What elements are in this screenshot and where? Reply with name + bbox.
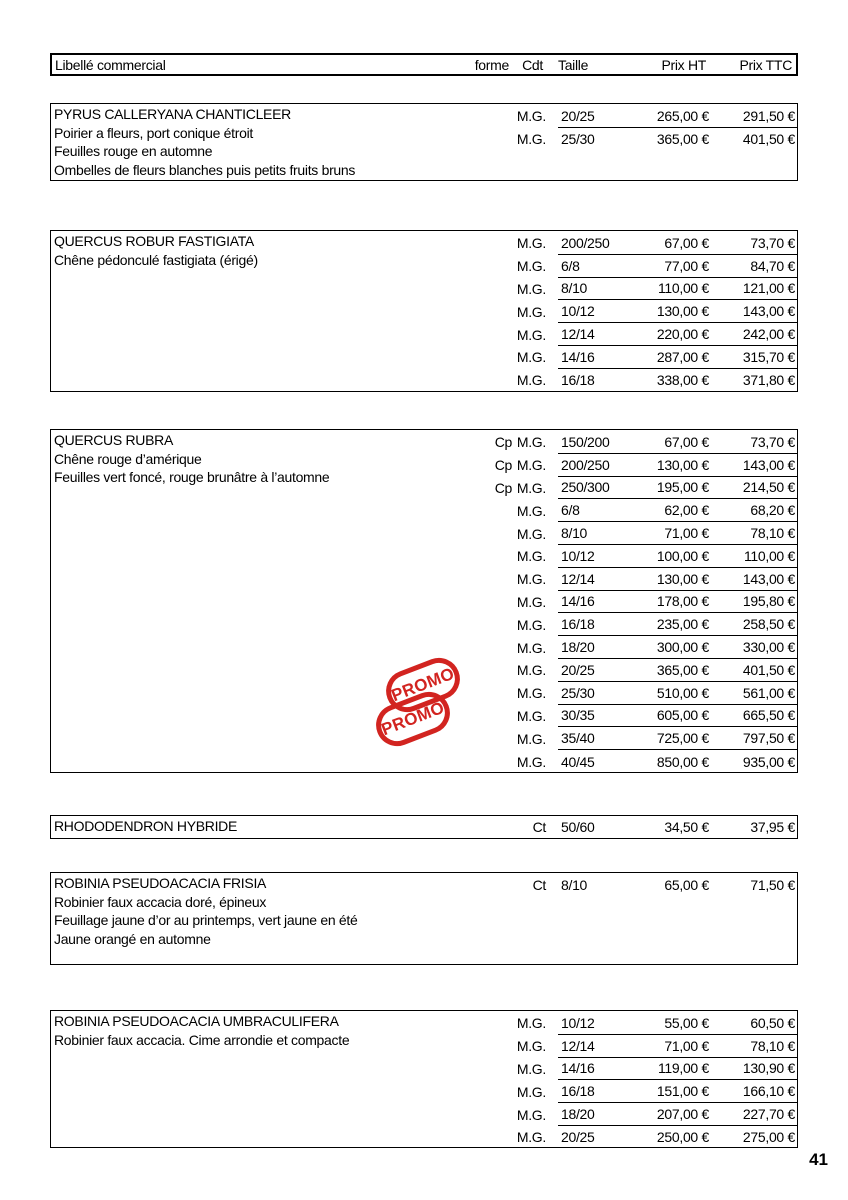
price-rows bbox=[470, 105, 797, 151]
promo-stamp-label: PROMO bbox=[388, 663, 457, 706]
price-row bbox=[470, 705, 797, 728]
price-rows bbox=[470, 232, 797, 392]
cell-prix-ttc: 78,10 € bbox=[750, 1037, 795, 1054]
cell-price-group bbox=[558, 682, 797, 705]
cell-taille: 10/12 bbox=[561, 1014, 595, 1031]
cell-cdt: M.G. bbox=[516, 457, 546, 474]
cell-prix-ht: 130,00 € bbox=[656, 456, 709, 473]
cell-prix-ttc: 84,70 € bbox=[750, 257, 795, 274]
cell-prix-ht: 130,00 € bbox=[656, 570, 709, 587]
cell-price-group bbox=[558, 545, 797, 568]
plant-description-line: Feuillage jaune d’or au printemps, vert jaune en été bbox=[54, 912, 358, 929]
price-row bbox=[470, 568, 797, 591]
plant-info bbox=[51, 104, 471, 180]
cell-price-group bbox=[558, 278, 797, 301]
cell-price-group bbox=[558, 1012, 797, 1035]
cell-taille: 8/10 bbox=[561, 280, 588, 297]
cell-prix-ht: 605,00 € bbox=[656, 707, 709, 724]
price-row bbox=[470, 300, 797, 323]
cell-cdt: M.G. bbox=[516, 235, 546, 252]
cell-cdt: M.G. bbox=[516, 662, 546, 679]
cell-taille: 50/60 bbox=[561, 818, 595, 835]
price-row bbox=[470, 255, 797, 278]
price-row bbox=[470, 545, 797, 568]
cell-prix-ttc: 315,70 € bbox=[742, 348, 795, 365]
cell-prix-ht: 34,50 € bbox=[664, 818, 709, 835]
cell-cdt: M.G. bbox=[516, 593, 546, 610]
cell-taille: 150/200 bbox=[561, 433, 610, 450]
cell-prix-ht: 71,00 € bbox=[664, 525, 709, 542]
cell-taille: 40/45 bbox=[561, 753, 595, 770]
plant-description-line: Robinier faux accacia. Cime arrondie et compacte bbox=[54, 1031, 350, 1048]
cell-prix-ht: 130,00 € bbox=[656, 303, 709, 320]
price-row bbox=[470, 1012, 797, 1035]
cell-cdt: M.G. bbox=[516, 685, 546, 702]
cell-prix-ttc: 68,20 € bbox=[750, 502, 795, 519]
cell-price-group bbox=[558, 705, 797, 728]
cell-prix-ttc: 130,90 € bbox=[742, 1060, 795, 1077]
cell-price-group bbox=[558, 1080, 797, 1103]
price-row bbox=[470, 591, 797, 614]
price-row bbox=[470, 105, 797, 128]
cell-prix-ht: 265,00 € bbox=[656, 107, 709, 124]
plant-description bbox=[54, 124, 471, 180]
plant-description-line: Chêne pédonculé fastigiata (érigé) bbox=[54, 251, 258, 268]
cell-price-group bbox=[558, 1035, 797, 1058]
page-number: 41 bbox=[809, 1150, 828, 1169]
cell-prix-ht: 55,00 € bbox=[664, 1014, 709, 1031]
cell-prix-ttc: 258,50 € bbox=[742, 616, 795, 633]
sections-container bbox=[50, 103, 798, 1148]
cell-prix-ttc: 401,50 € bbox=[742, 661, 795, 678]
cell-price-group bbox=[558, 454, 797, 477]
cell-price-group bbox=[558, 477, 797, 500]
cell-price-group bbox=[558, 613, 797, 636]
cell-taille: 10/12 bbox=[561, 303, 595, 320]
cell-price-group bbox=[558, 431, 797, 454]
cell-price-group bbox=[558, 232, 797, 255]
cell-cdt: M.G. bbox=[516, 525, 546, 542]
cell-taille: 14/16 bbox=[561, 1060, 595, 1077]
plant-info bbox=[51, 430, 471, 487]
cell-cdt: M.G. bbox=[516, 1083, 546, 1100]
cell-price-group bbox=[558, 1058, 797, 1081]
cell-taille: 16/18 bbox=[561, 1083, 595, 1100]
cell-taille: 20/25 bbox=[561, 1129, 595, 1146]
price-rows bbox=[470, 1012, 797, 1149]
cell-prix-ht: 110,00 € bbox=[657, 280, 709, 297]
cell-taille: 16/18 bbox=[561, 372, 595, 389]
cell-prix-ttc: 143,00 € bbox=[742, 570, 795, 587]
cell-prix-ttc: 73,70 € bbox=[750, 433, 795, 450]
cell-prix-ht: 300,00 € bbox=[656, 639, 709, 656]
cell-taille: 35/40 bbox=[561, 730, 595, 747]
price-row bbox=[470, 1126, 797, 1149]
price-row bbox=[470, 431, 797, 454]
column-header-prix-ttc: Prix TTC bbox=[739, 56, 792, 73]
cell-cdt: M.G. bbox=[516, 131, 546, 148]
cell-price-group bbox=[558, 659, 797, 682]
cell-prix-ttc: 37,95 € bbox=[750, 818, 795, 835]
cell-taille: 14/16 bbox=[561, 593, 595, 610]
price-row bbox=[470, 128, 797, 151]
price-row bbox=[470, 816, 797, 837]
price-row bbox=[470, 477, 797, 500]
cell-prix-ttc: 110,00 € bbox=[743, 547, 795, 564]
cell-forme: Cp bbox=[494, 457, 512, 474]
plant-title: ROBINIA PSEUDOACACIA FRISIA bbox=[54, 875, 267, 891]
cell-price-group bbox=[558, 128, 797, 151]
cell-prix-ttc: 291,50 € bbox=[742, 107, 795, 124]
plant-description bbox=[54, 251, 471, 270]
price-row bbox=[470, 659, 797, 682]
column-header-cdt: Cdt bbox=[522, 56, 543, 73]
cell-prix-ht: 62,00 € bbox=[664, 502, 709, 519]
price-row bbox=[470, 1103, 797, 1126]
cell-cdt: M.G. bbox=[516, 349, 546, 366]
price-row bbox=[470, 874, 797, 897]
cell-prix-ttc: 242,00 € bbox=[742, 326, 795, 343]
plant-description bbox=[54, 893, 471, 949]
cell-cdt: M.G. bbox=[516, 616, 546, 633]
cell-taille: 200/250 bbox=[561, 456, 610, 473]
cell-price-group bbox=[558, 1103, 797, 1126]
cell-prix-ttc: 935,00 € bbox=[742, 753, 795, 770]
cell-prix-ttc: 195,80 € bbox=[742, 593, 795, 610]
cell-prix-ht: 178,00 € bbox=[656, 593, 709, 610]
cell-prix-ht: 365,00 € bbox=[656, 131, 709, 148]
price-row bbox=[470, 369, 797, 392]
plant-title: QUERCUS RUBRA bbox=[54, 432, 174, 448]
price-row bbox=[470, 499, 797, 522]
cell-price-group bbox=[558, 255, 797, 278]
plant-title: PYRUS CALLERYANA CHANTICLEER bbox=[54, 106, 291, 122]
cell-prix-ttc: 121,00 € bbox=[742, 280, 795, 297]
plant-info bbox=[51, 816, 471, 836]
cell-taille: 12/14 bbox=[561, 1037, 595, 1054]
cell-cdt: Ct bbox=[532, 818, 546, 835]
cell-cdt: M.G. bbox=[516, 502, 546, 519]
plant-info bbox=[51, 1011, 471, 1049]
cell-cdt: M.G. bbox=[516, 1060, 546, 1077]
cell-prix-ttc: 401,50 € bbox=[742, 131, 795, 148]
cell-prix-ttc: 371,80 € bbox=[742, 372, 795, 389]
cell-cdt: M.G. bbox=[516, 1015, 546, 1032]
price-rows bbox=[470, 874, 797, 897]
cell-cdt: M.G. bbox=[516, 372, 546, 389]
price-row bbox=[470, 636, 797, 659]
cell-taille: 6/8 bbox=[561, 502, 580, 519]
cell-price-group bbox=[558, 499, 797, 522]
price-row bbox=[470, 522, 797, 545]
cell-prix-ht: 71,00 € bbox=[664, 1037, 709, 1054]
cell-prix-ht: 67,00 € bbox=[664, 433, 709, 450]
plant-description-line: Feuilles vert foncé, rouge brunâtre à l’automne bbox=[54, 469, 330, 486]
cell-prix-ht: 287,00 € bbox=[656, 348, 709, 365]
column-header-taille: Taille bbox=[558, 56, 589, 73]
cell-prix-ttc: 561,00 € bbox=[742, 684, 795, 701]
cell-forme: Cp bbox=[494, 434, 512, 451]
price-row bbox=[470, 278, 797, 301]
cell-price-group bbox=[558, 874, 797, 897]
plant-title: RHODODENDRON HYBRIDE bbox=[54, 818, 238, 834]
cell-prix-ht: 338,00 € bbox=[656, 372, 709, 389]
plant-section bbox=[50, 429, 798, 773]
cell-cdt: M.G. bbox=[516, 479, 546, 496]
plant-description-line: Chêne rouge d’amérique bbox=[54, 450, 202, 467]
cell-cdt: M.G. bbox=[516, 639, 546, 656]
cell-prix-ttc: 60,50 € bbox=[750, 1014, 795, 1031]
cell-price-group bbox=[558, 750, 797, 773]
cell-prix-ht: 65,00 € bbox=[664, 877, 709, 894]
cell-prix-ht: 119,00 € bbox=[657, 1060, 709, 1077]
price-row bbox=[470, 1035, 797, 1058]
cell-taille: 20/25 bbox=[561, 661, 595, 678]
price-row bbox=[470, 1058, 797, 1081]
cell-prix-ht: 207,00 € bbox=[656, 1106, 709, 1123]
cell-taille: 250/300 bbox=[561, 479, 610, 496]
cell-cdt: M.G. bbox=[516, 326, 546, 343]
cell-prix-ht: 725,00 € bbox=[656, 730, 709, 747]
price-row bbox=[470, 750, 797, 773]
cell-prix-ht: 220,00 € bbox=[656, 326, 709, 343]
cell-prix-ht: 250,00 € bbox=[656, 1129, 709, 1146]
column-header-prix-ht: Prix HT bbox=[661, 56, 706, 73]
cell-prix-ttc: 275,00 € bbox=[742, 1129, 795, 1146]
cell-price-group bbox=[558, 591, 797, 614]
cell-cdt: M.G. bbox=[516, 108, 546, 125]
cell-prix-ht: 100,00 € bbox=[656, 547, 709, 564]
cell-cdt: M.G. bbox=[516, 1038, 546, 1055]
cell-prix-ht: 77,00 € bbox=[664, 257, 709, 274]
plant-description-line: Ombelles de fleurs blanches puis petits fruits bruns bbox=[54, 162, 356, 179]
cell-price-group bbox=[558, 369, 797, 392]
cell-taille: 30/35 bbox=[561, 707, 595, 724]
price-row bbox=[470, 454, 797, 477]
cell-taille: 8/10 bbox=[561, 877, 588, 894]
cell-cdt: M.G. bbox=[516, 280, 546, 297]
cell-prix-ttc: 78,10 € bbox=[750, 525, 795, 542]
cell-price-group bbox=[558, 568, 797, 591]
promo-stamp-label: PROMO bbox=[378, 697, 447, 740]
cell-prix-ttc: 166,10 € bbox=[742, 1083, 795, 1100]
price-rows bbox=[470, 431, 797, 773]
cell-prix-ht: 850,00 € bbox=[656, 753, 709, 770]
cell-prix-ttc: 330,00 € bbox=[742, 639, 795, 656]
cell-prix-ht: 365,00 € bbox=[656, 661, 709, 678]
cell-prix-ht: 195,00 € bbox=[656, 479, 709, 496]
cell-prix-ttc: 143,00 € bbox=[742, 303, 795, 320]
table-header bbox=[50, 53, 798, 76]
cell-cdt: M.G. bbox=[516, 753, 546, 770]
plant-description-line: Poirier a fleurs, port conique étroit bbox=[54, 124, 254, 141]
cell-price-group bbox=[558, 636, 797, 659]
cell-prix-ttc: 227,70 € bbox=[742, 1106, 795, 1123]
price-row bbox=[470, 682, 797, 705]
cell-taille: 14/16 bbox=[561, 348, 595, 365]
price-row bbox=[470, 232, 797, 255]
cell-taille: 18/20 bbox=[561, 639, 595, 656]
cell-taille: 16/18 bbox=[561, 616, 595, 633]
plant-section bbox=[50, 230, 798, 392]
plant-info bbox=[51, 231, 471, 269]
cell-prix-ht: 67,00 € bbox=[664, 234, 709, 251]
cell-prix-ttc: 214,50 € bbox=[742, 479, 795, 496]
cell-prix-ht: 151,00 € bbox=[656, 1083, 709, 1100]
plant-description-line: Feuilles rouge en automne bbox=[54, 143, 213, 160]
cell-prix-ttc: 71,50 € bbox=[750, 877, 795, 894]
price-row bbox=[470, 1080, 797, 1103]
cell-taille: 25/30 bbox=[561, 684, 595, 701]
plant-title: ROBINIA PSEUDOACACIA UMBRACULIFERA bbox=[54, 1013, 339, 1029]
cell-price-group bbox=[558, 816, 797, 837]
price-rows bbox=[470, 816, 797, 837]
plant-info bbox=[51, 873, 471, 949]
cell-forme: Cp bbox=[494, 479, 512, 496]
cell-prix-ttc: 797,50 € bbox=[742, 730, 795, 747]
cell-prix-ht: 510,00 € bbox=[656, 684, 709, 701]
cell-price-group bbox=[558, 1126, 797, 1149]
cell-taille: 18/20 bbox=[561, 1106, 595, 1123]
cell-cdt: M.G. bbox=[516, 303, 546, 320]
cell-cdt: M.G. bbox=[516, 434, 546, 451]
cell-taille: 6/8 bbox=[561, 257, 580, 274]
cell-prix-ttc: 665,50 € bbox=[742, 707, 795, 724]
cell-taille: 12/14 bbox=[561, 570, 595, 587]
cell-price-group bbox=[558, 105, 797, 128]
cell-price-group bbox=[558, 300, 797, 323]
cell-taille: 25/30 bbox=[561, 131, 595, 148]
cell-prix-ttc: 143,00 € bbox=[742, 456, 795, 473]
cell-cdt: Ct bbox=[532, 877, 546, 894]
cell-cdt: M.G. bbox=[516, 571, 546, 588]
plant-section bbox=[50, 1010, 798, 1148]
cell-taille: 8/10 bbox=[561, 525, 588, 542]
plant-section bbox=[50, 103, 798, 181]
cell-taille: 20/25 bbox=[561, 107, 595, 124]
cell-price-group bbox=[558, 346, 797, 369]
price-row bbox=[470, 323, 797, 346]
cell-price-group bbox=[558, 727, 797, 750]
cell-price-group bbox=[558, 522, 797, 545]
cell-cdt: M.G. bbox=[516, 258, 546, 275]
cell-taille: 200/250 bbox=[561, 234, 610, 251]
plant-section bbox=[50, 872, 798, 965]
cell-cdt: M.G. bbox=[516, 548, 546, 565]
price-row bbox=[470, 346, 797, 369]
plant-description-line: Robinier faux accacia doré, épineux bbox=[54, 893, 267, 910]
cell-prix-ht: 235,00 € bbox=[656, 616, 709, 633]
price-row bbox=[470, 613, 797, 636]
cell-prix-ttc: 73,70 € bbox=[750, 234, 795, 251]
plant-description bbox=[54, 1031, 471, 1050]
plant-description-line: Jaune orangé en automne bbox=[54, 931, 211, 948]
cell-cdt: M.G. bbox=[516, 1106, 546, 1123]
cell-cdt: M.G. bbox=[516, 730, 546, 747]
column-header-libelle: Libellé commercial bbox=[55, 56, 166, 73]
plant-description bbox=[54, 450, 471, 487]
column-header-forme: forme bbox=[474, 56, 509, 73]
cell-taille: 10/12 bbox=[561, 547, 595, 564]
plant-title: QUERCUS ROBUR FASTIGIATA bbox=[54, 233, 254, 249]
price-row bbox=[470, 727, 797, 750]
cell-cdt: M.G. bbox=[516, 707, 546, 724]
cell-taille: 12/14 bbox=[561, 326, 595, 343]
cell-cdt: M.G. bbox=[516, 1129, 546, 1146]
cell-price-group bbox=[558, 323, 797, 346]
plant-section bbox=[50, 815, 798, 839]
